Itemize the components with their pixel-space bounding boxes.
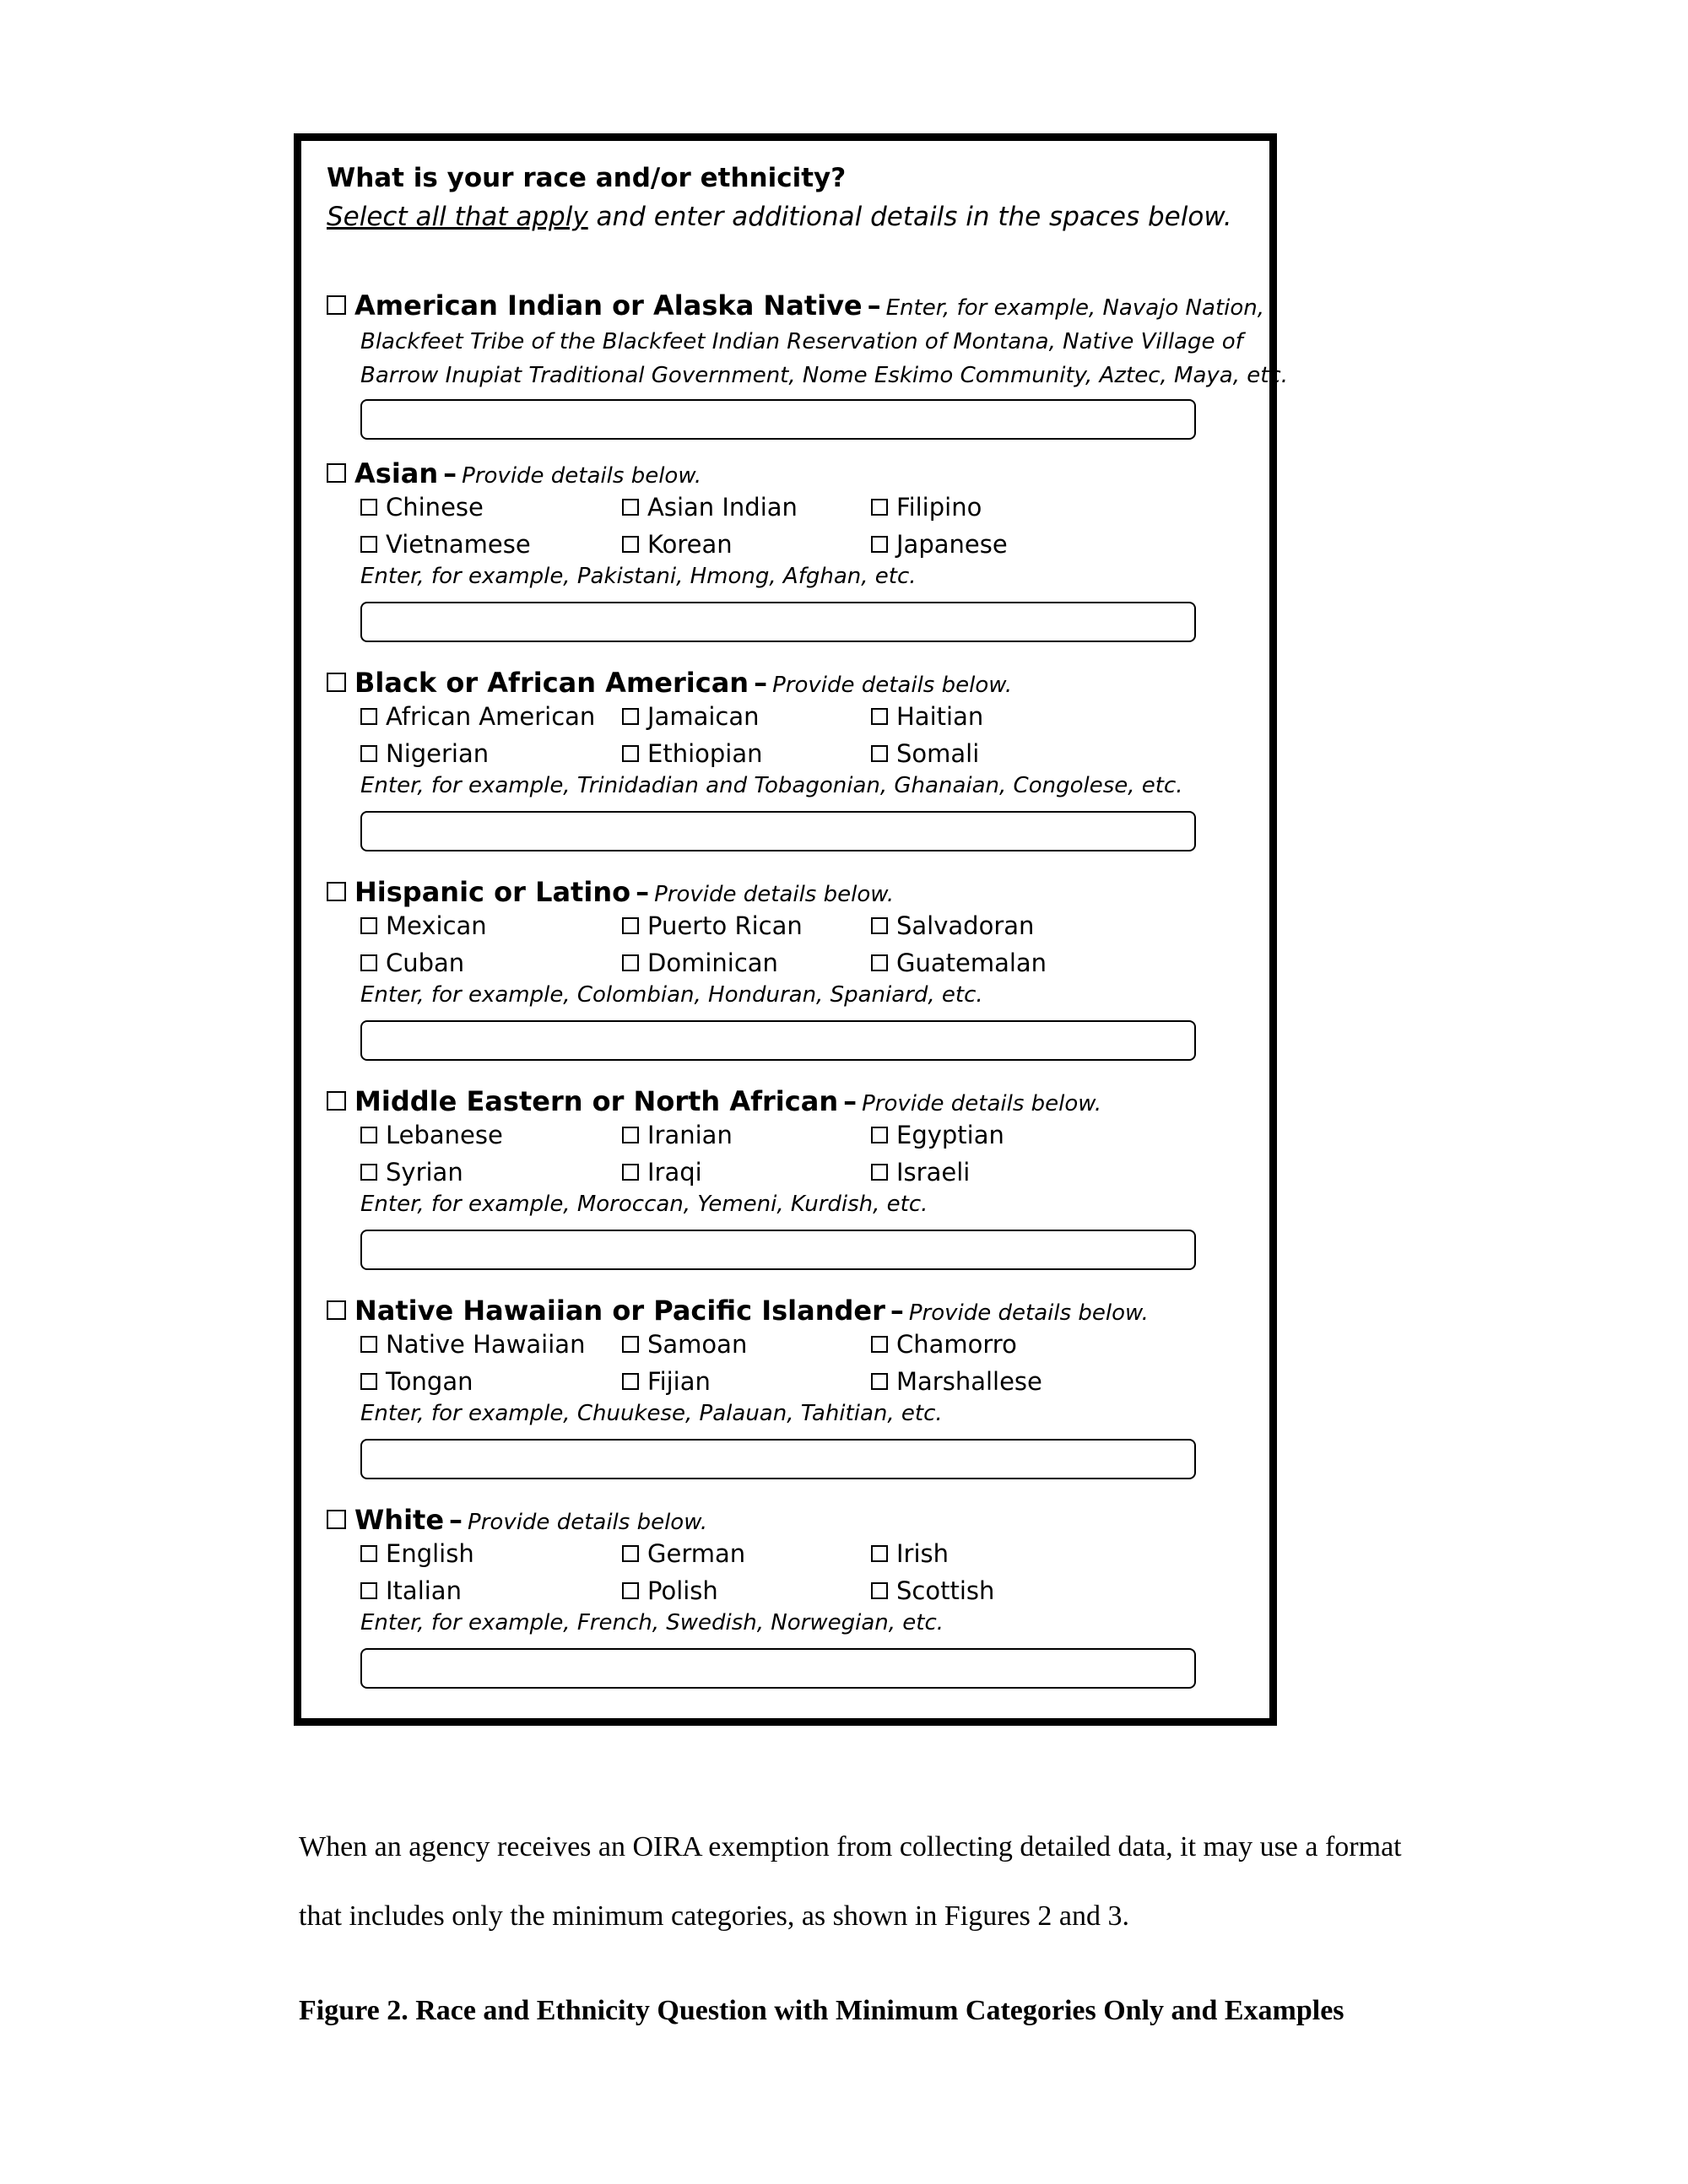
option-label: Marshallese <box>896 1367 1042 1396</box>
option-label: Vietnamese <box>386 530 531 559</box>
section-hint: Provide details below. <box>654 882 895 907</box>
option-checkbox[interactable] <box>871 499 888 516</box>
option-label: Chinese <box>386 493 484 522</box>
option-item[interactable] <box>622 1121 733 1149</box>
enter-example-hint: Enter, for example, Trinidadian and Tobagonian, Ghanaian, Congolese, etc. <box>360 773 1183 798</box>
option-item[interactable] <box>871 1367 1042 1396</box>
option-item[interactable] <box>871 1330 1017 1359</box>
section-hint: Provide details below. <box>908 1300 1149 1326</box>
option-checkbox[interactable] <box>360 954 377 971</box>
body-paragraph-line2: that includes only the minimum categories, as shown in Figures 2 and 3. <box>299 1900 1129 1932</box>
section-header <box>327 876 1255 910</box>
section-header <box>327 667 1255 700</box>
option-item[interactable] <box>360 739 489 768</box>
question-instruction <box>327 202 1232 232</box>
option-item[interactable] <box>360 1367 473 1396</box>
option-label: African American <box>386 702 596 731</box>
section-black-or-african-american <box>327 667 1255 798</box>
section-dash: – <box>867 289 881 322</box>
option-item[interactable] <box>360 1539 474 1568</box>
option-label: German <box>647 1539 746 1568</box>
option-item[interactable] <box>622 1158 702 1187</box>
option-label: Syrian <box>386 1158 463 1187</box>
option-checkbox[interactable] <box>622 499 639 516</box>
option-checkbox[interactable] <box>360 1545 377 1562</box>
option-label: Nigerian <box>386 739 490 768</box>
option-item[interactable] <box>871 1158 970 1187</box>
option-label: Iraqi <box>647 1158 702 1187</box>
option-item[interactable] <box>360 911 487 940</box>
section-hint: Enter, for example, Navajo Nation, <box>885 295 1265 321</box>
option-checkbox[interactable] <box>871 954 888 971</box>
option-item[interactable] <box>871 1576 994 1605</box>
section-name: Asian <box>354 457 439 489</box>
option-label: Cuban <box>386 949 465 977</box>
option-checkbox[interactable] <box>622 1127 639 1143</box>
race-ethnicity-form <box>294 133 1288 1726</box>
section-middle-eastern-or-north-african <box>327 1085 1255 1217</box>
option-item[interactable] <box>622 702 760 731</box>
option-item[interactable] <box>360 1121 503 1149</box>
option-label: Asian Indian <box>647 493 798 522</box>
option-checkbox[interactable] <box>871 745 888 762</box>
middle-eastern-or-north-african-checkbox[interactable] <box>327 1091 346 1111</box>
option-checkbox[interactable] <box>622 1373 639 1390</box>
option-label: Mexican <box>386 911 487 940</box>
option-item[interactable] <box>360 1330 585 1359</box>
option-checkbox[interactable] <box>871 1582 888 1599</box>
section-hispanic-or-latino <box>327 876 1255 1008</box>
section-hint: Provide details below. <box>462 463 702 489</box>
native-hawaiian-or-pacific-islander-checkbox[interactable] <box>327 1300 346 1320</box>
option-label: English <box>386 1539 474 1568</box>
option-item[interactable] <box>622 530 733 559</box>
option-label: Puerto Rican <box>647 911 803 940</box>
black-or-african-american-checkbox[interactable] <box>327 673 346 692</box>
aian-details-input[interactable] <box>360 399 1196 440</box>
option-checkbox[interactable] <box>871 917 888 934</box>
option-label: Samoan <box>647 1330 748 1359</box>
option-checkbox[interactable] <box>360 1164 377 1181</box>
option-item[interactable] <box>871 493 982 522</box>
section-header <box>327 1295 1255 1328</box>
option-checkbox[interactable] <box>622 917 639 934</box>
option-label: Fijian <box>647 1367 711 1396</box>
option-item[interactable] <box>871 1539 949 1568</box>
option-label: Scottish <box>896 1576 995 1605</box>
section-dash: – <box>754 667 768 699</box>
option-checkbox[interactable] <box>360 1127 377 1143</box>
option-label: Guatemalan <box>896 949 1047 977</box>
option-label: Filipino <box>896 493 982 522</box>
option-item[interactable] <box>360 530 531 559</box>
section-name: American Indian or Alaska Native <box>354 289 863 322</box>
option-item[interactable] <box>871 530 1008 559</box>
option-checkbox[interactable] <box>871 1336 888 1353</box>
option-label: Egyptian <box>896 1121 1004 1149</box>
hispanic-or-latino-details-input[interactable] <box>360 1020 1196 1061</box>
option-checkbox[interactable] <box>622 1545 639 1562</box>
section-hint: Provide details below. <box>468 1510 708 1535</box>
option-checkbox[interactable] <box>360 536 377 553</box>
option-label: Haitian <box>896 702 984 731</box>
option-label: Japanese <box>896 530 1008 559</box>
section-name: Hispanic or Latino <box>354 876 631 908</box>
enter-example-hint: Enter, for example, Chuukese, Palauan, Tahitian, etc. <box>360 1401 943 1426</box>
figure-caption: Figure 2. Race and Ethnicity Question with Minimum Categories Only and Examples <box>299 1995 1344 2026</box>
asian-details-input[interactable] <box>360 602 1196 642</box>
option-checkbox[interactable] <box>360 917 377 934</box>
question-title: What is your race and/or ethnicity? <box>327 163 847 193</box>
section-hint: Provide details below. <box>772 673 1013 698</box>
option-item[interactable] <box>871 911 1034 940</box>
option-checkbox[interactable] <box>622 536 639 553</box>
option-checkbox[interactable] <box>360 499 377 516</box>
section-aian <box>327 289 1288 388</box>
section-header <box>327 457 1255 491</box>
section-dash: – <box>843 1085 858 1117</box>
section-dash: – <box>636 876 650 908</box>
option-item[interactable] <box>871 702 983 731</box>
option-checkbox[interactable] <box>871 1373 888 1390</box>
option-checkbox[interactable] <box>622 1336 639 1353</box>
section-hint: Provide details below. <box>862 1091 1102 1116</box>
section-name: Native Hawaiian or Pacific Islander <box>354 1295 885 1327</box>
body-paragraph-line1: When an agency receives an OIRA exemption from collecting detailed data, it may use a format <box>299 1831 1402 1862</box>
asian-checkbox[interactable] <box>327 463 346 483</box>
option-checkbox[interactable] <box>871 1164 888 1181</box>
native-hawaiian-or-pacific-islander-details-input[interactable] <box>360 1439 1196 1479</box>
instruction-underlined: Select all that apply <box>327 202 588 232</box>
enter-example-hint: Enter, for example, Colombian, Honduran, Spaniard, etc. <box>360 982 983 1008</box>
instruction-rest: and enter additional details in the spaces below. <box>587 202 1232 232</box>
option-item[interactable] <box>622 911 803 940</box>
section-name: White <box>354 1504 445 1536</box>
aian-hint-continued <box>360 325 1288 392</box>
option-label: Israeli <box>896 1158 971 1187</box>
option-checkbox[interactable] <box>360 708 377 725</box>
section-asian <box>327 457 1255 589</box>
option-label: Tongan <box>386 1367 473 1396</box>
white-details-input[interactable] <box>360 1648 1196 1689</box>
option-item[interactable] <box>871 739 979 768</box>
option-item[interactable] <box>360 949 464 977</box>
aian-hint-line3: Barrow Inupiat Traditional Government, Nome Eskimo Community, Aztec, Maya, etc. <box>360 363 1288 388</box>
option-label: Dominican <box>647 949 778 977</box>
white-checkbox[interactable] <box>327 1510 346 1529</box>
option-checkbox[interactable] <box>871 1545 888 1562</box>
option-label: Lebanese <box>386 1121 503 1149</box>
option-checkbox[interactable] <box>360 1582 377 1599</box>
option-item[interactable] <box>360 1158 463 1187</box>
section-dash: – <box>890 1295 904 1327</box>
option-checkbox[interactable] <box>622 745 639 762</box>
option-item[interactable] <box>622 493 798 522</box>
option-item[interactable] <box>360 493 484 522</box>
option-label: Korean <box>647 530 733 559</box>
option-checkbox[interactable] <box>871 536 888 553</box>
option-checkbox[interactable] <box>622 1164 639 1181</box>
option-label: Italian <box>386 1576 462 1605</box>
section-header <box>327 289 1265 323</box>
option-checkbox[interactable] <box>360 745 377 762</box>
hispanic-or-latino-checkbox[interactable] <box>327 882 346 901</box>
option-checkbox[interactable] <box>622 954 639 971</box>
option-label: Jamaican <box>647 702 760 731</box>
section-dash: – <box>449 1504 463 1536</box>
option-checkbox[interactable] <box>622 708 639 725</box>
option-checkbox[interactable] <box>622 1582 639 1599</box>
option-item[interactable] <box>360 702 595 731</box>
option-label: Iranian <box>647 1121 733 1149</box>
aian-hint-line2: Blackfeet Tribe of the Blackfeet Indian Reservation of Montana, Native Village of <box>360 329 1243 354</box>
option-item[interactable] <box>622 1576 718 1605</box>
option-label: Ethiopian <box>647 739 763 768</box>
option-checkbox[interactable] <box>360 1373 377 1390</box>
option-checkbox[interactable] <box>360 1336 377 1353</box>
aian-checkbox[interactable] <box>327 295 346 315</box>
section-white <box>327 1504 1255 1635</box>
option-label: Salvadoran <box>896 911 1035 940</box>
black-or-african-american-details-input[interactable] <box>360 811 1196 851</box>
option-item[interactable] <box>360 1576 462 1605</box>
option-checkbox[interactable] <box>871 708 888 725</box>
enter-example-hint: Enter, for example, Moroccan, Yemeni, Kurdish, etc. <box>360 1192 928 1217</box>
option-label: Polish <box>647 1576 718 1605</box>
section-name: Middle Eastern or North African <box>354 1085 839 1117</box>
section-dash: – <box>443 457 457 489</box>
option-label: Chamorro <box>896 1330 1017 1359</box>
option-label: Native Hawaiian <box>386 1330 586 1359</box>
option-item[interactable] <box>622 1367 711 1396</box>
option-checkbox[interactable] <box>871 1127 888 1143</box>
option-item[interactable] <box>622 949 778 977</box>
option-label: Somali <box>896 739 980 768</box>
option-item[interactable] <box>622 1539 745 1568</box>
option-item[interactable] <box>622 739 763 768</box>
option-item[interactable] <box>871 949 1047 977</box>
middle-eastern-or-north-african-details-input[interactable] <box>360 1230 1196 1270</box>
option-item[interactable] <box>622 1330 747 1359</box>
option-item[interactable] <box>871 1121 1004 1149</box>
section-header <box>327 1085 1255 1119</box>
section-native-hawaiian-or-pacific-islander <box>327 1295 1255 1426</box>
section-name: Black or African American <box>354 667 749 699</box>
section-header <box>327 1504 1255 1538</box>
enter-example-hint: Enter, for example, Pakistani, Hmong, Afghan, etc. <box>360 564 917 589</box>
option-label: Irish <box>896 1539 950 1568</box>
enter-example-hint: Enter, for example, French, Swedish, Norwegian, etc. <box>360 1610 944 1635</box>
